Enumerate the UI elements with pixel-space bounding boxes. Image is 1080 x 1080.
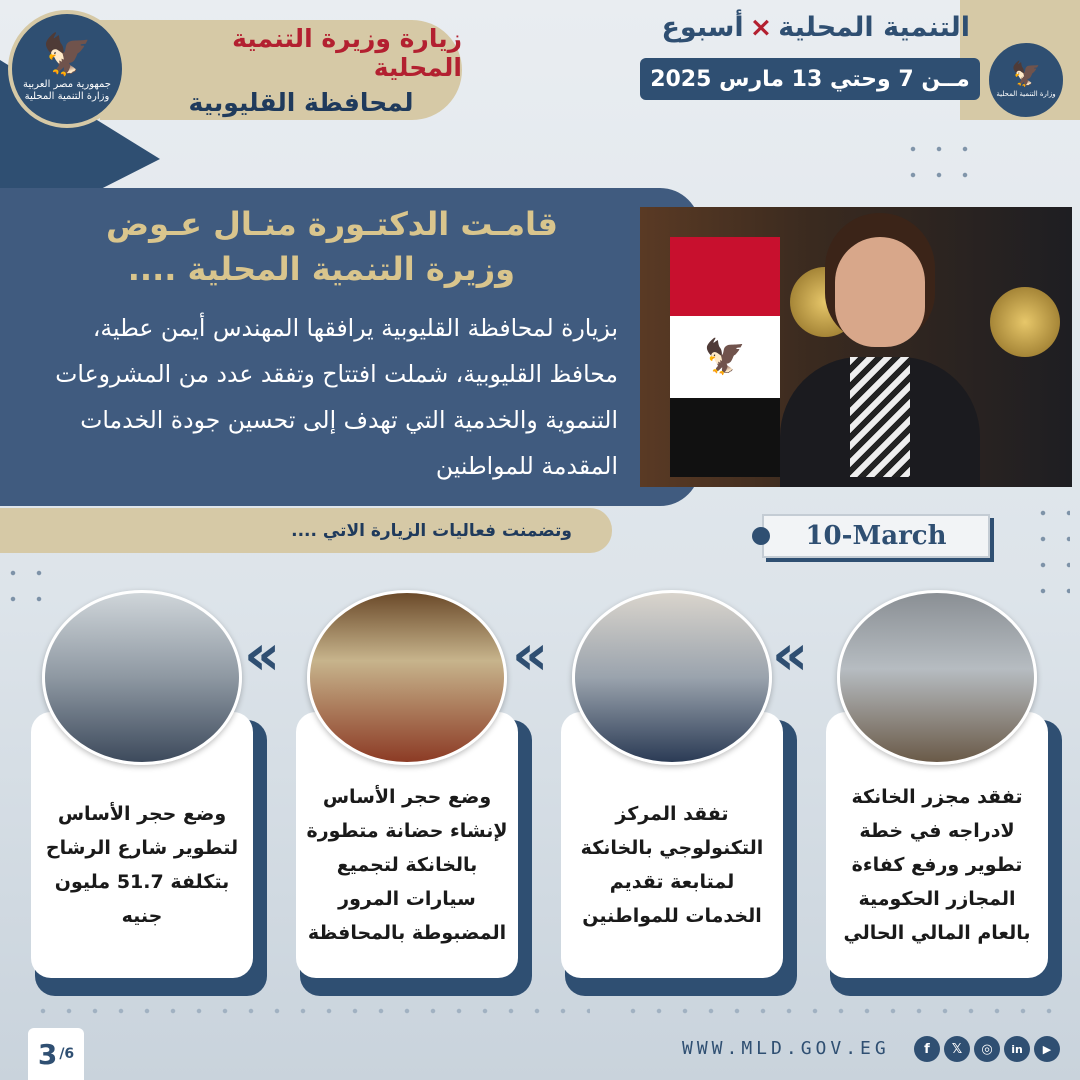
page-total: /6 bbox=[59, 1046, 75, 1062]
activity-text: تفقد مجزر الخانكة لادراجه في خطة تطوير ورفع كفاءة المجازر الحكومية بالعام المالي الحالي bbox=[843, 786, 1031, 944]
visit-title-line2: لمحافظة القليوبية bbox=[188, 87, 414, 117]
decor-dots bbox=[1030, 500, 1070, 610]
visit-title-banner bbox=[100, 20, 462, 120]
date-badge: 10-March bbox=[762, 514, 990, 558]
activity-text: وضع حجر الأساس لإنشاء حضانة متطورة بالخانكة لتجميع سيارات المرور المضبوطة بالمحافظة bbox=[306, 786, 508, 944]
visit-title-line1: زيارة وزيرة التنمية المحلية bbox=[232, 23, 462, 82]
instagram-icon[interactable]: ◎ bbox=[974, 1036, 1000, 1062]
decor-dots bbox=[0, 560, 60, 620]
activity-photo-street bbox=[42, 590, 242, 765]
activities-intro-strip bbox=[0, 508, 612, 553]
page-current: 3 bbox=[37, 1037, 58, 1071]
ministry-logo-right bbox=[986, 40, 1066, 120]
eagle-icon: 🦅 bbox=[1011, 59, 1041, 88]
weekly-header-title bbox=[661, 12, 970, 43]
ministry-logo-right-text: وزارة التنمية المحلية bbox=[996, 89, 1056, 98]
minister-photo bbox=[640, 207, 1072, 487]
activity-photo-slaughterhouse bbox=[837, 590, 1037, 765]
decor-dots bbox=[900, 136, 980, 196]
youtube-icon[interactable]: ▶ bbox=[1034, 1036, 1060, 1062]
egypt-flag: 🦅 bbox=[670, 237, 780, 477]
activity-photo-foundation-stone bbox=[307, 590, 507, 765]
activity-text: تفقد المركز التكنولوجي بالخانكة لمتابعة تقديم الخدمات للمواطنين bbox=[580, 803, 764, 927]
ministry-logo-text: جمهورية مصر العربية وزارة التنمية المحلية bbox=[23, 78, 111, 102]
facebook-icon[interactable]: f bbox=[914, 1036, 940, 1062]
date-dot bbox=[752, 527, 770, 545]
linkedin-icon[interactable]: in bbox=[1004, 1036, 1030, 1062]
website-link[interactable]: WWW.MLD.GOV.EG bbox=[682, 1038, 890, 1059]
page-indicator bbox=[28, 1028, 84, 1080]
times-icon: × bbox=[749, 12, 773, 43]
x-twitter-icon[interactable]: 𝕏 bbox=[944, 1036, 970, 1062]
header-part1: التنمية المحلية bbox=[778, 12, 970, 43]
chevron-left-icon: « bbox=[772, 623, 809, 688]
activity-photo-tech-center bbox=[572, 590, 772, 765]
header-part2: أسبوع bbox=[661, 12, 744, 43]
activity-text: وضع حجر الأساس لتطوير شارع الرشاح بتكلفة 51.7 مليون جنيه bbox=[45, 803, 239, 927]
plaque-decor bbox=[990, 287, 1060, 357]
intro-body: بزيارة لمحافظة القليوبية يرافقها المهندس أيمن عطية، محافظ القليوبية، شملت افتتاح وتفقد عدد من المشروعات التنموية والخدمية التي تهدف إلى تحسين جودة الخدمات المقدمة للمواطنين bbox=[55, 314, 618, 480]
decor-dots bbox=[620, 998, 1060, 1024]
chevron-left-icon: « bbox=[244, 623, 281, 688]
activities-intro: وتضمنت فعاليات الزيارة الاتي .... bbox=[291, 520, 572, 541]
chevron-left-icon: « bbox=[512, 623, 549, 688]
ministry-logo-left bbox=[8, 10, 126, 128]
person-head bbox=[835, 237, 925, 347]
intro-heading-line2: وزيرة التنمية المحلية .... bbox=[127, 250, 515, 288]
decor-dots bbox=[30, 998, 590, 1024]
date-range: مــن 7 وحتي 13 مارس 2025 bbox=[640, 58, 980, 100]
intro-heading-line1: قامـت الدكتـورة منـال عـوض bbox=[106, 205, 558, 243]
person-shirt bbox=[850, 357, 910, 477]
eagle-icon: 🦅 bbox=[42, 31, 92, 78]
